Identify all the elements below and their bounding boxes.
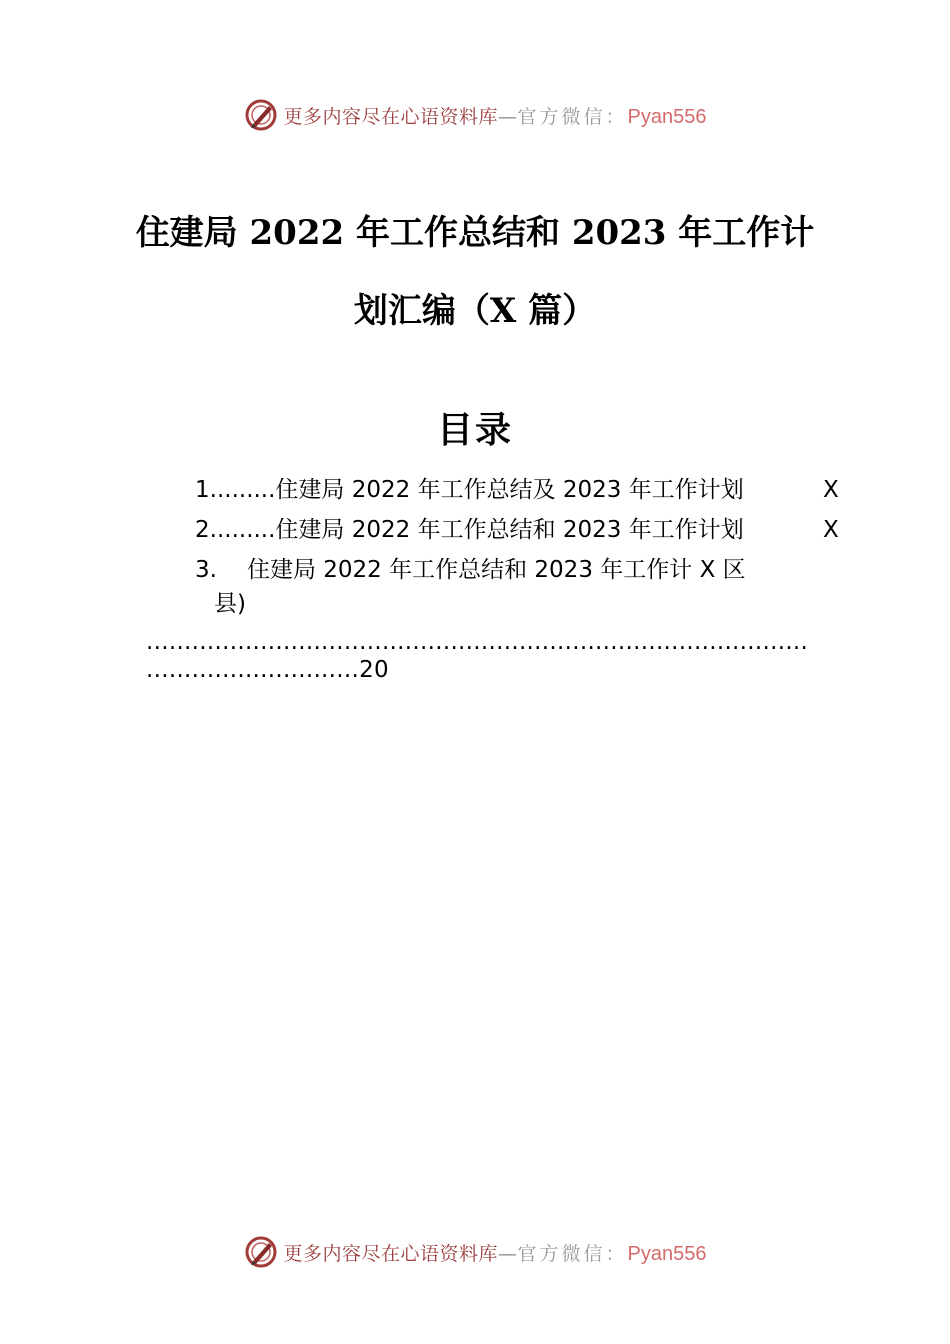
watermark-dash: —	[498, 105, 518, 128]
toc-entry-3[interactable]	[195, 555, 746, 585]
watermark-text: 更多内容尽在心语资料库	[283, 1242, 499, 1265]
toc-entry-2-page: X	[823, 517, 839, 543]
pen-seal-icon	[244, 98, 278, 132]
watermark-wechat-id: Pyan556	[627, 1242, 707, 1265]
watermark-banner-bottom	[0, 1232, 950, 1272]
watermark-wechat-label: 官方微信：	[517, 105, 628, 128]
watermark-wechat-id: Pyan556	[627, 105, 707, 128]
toc-entry-1-page: X	[823, 477, 839, 503]
toc-heading: 目录	[436, 409, 513, 451]
document-title-line2: 划汇编（X 篇）	[353, 291, 597, 331]
toc-entry-1[interactable]: 1.........住建局 2022 年工作总结及 2023 年工作计划	[195, 477, 744, 503]
pen-seal-icon	[244, 1235, 278, 1269]
toc-entry-3-number: 3.	[195, 557, 217, 583]
toc-entry-3-text: 住建局 2022 年工作总结和 2023 年工作计 X 区	[246, 557, 746, 583]
toc-entry-2[interactable]: 2.........住建局 2022 年工作总结和 2023 年工作计划	[195, 517, 744, 543]
document-title-line1: 住建局 2022 年工作总结和 2023 年工作计	[135, 213, 815, 253]
watermark-text: 更多内容尽在心语资料库	[283, 105, 499, 128]
toc-leader-dots: .......................................................................................	[146, 629, 809, 655]
watermark-wechat-label: 官方微信：	[517, 1242, 628, 1265]
watermark-banner-top	[0, 95, 950, 135]
toc-entry-3-continuation: 县)	[214, 591, 246, 617]
toc-leader-page-number: ............................20	[146, 657, 389, 683]
watermark-dash: —	[498, 1242, 518, 1265]
